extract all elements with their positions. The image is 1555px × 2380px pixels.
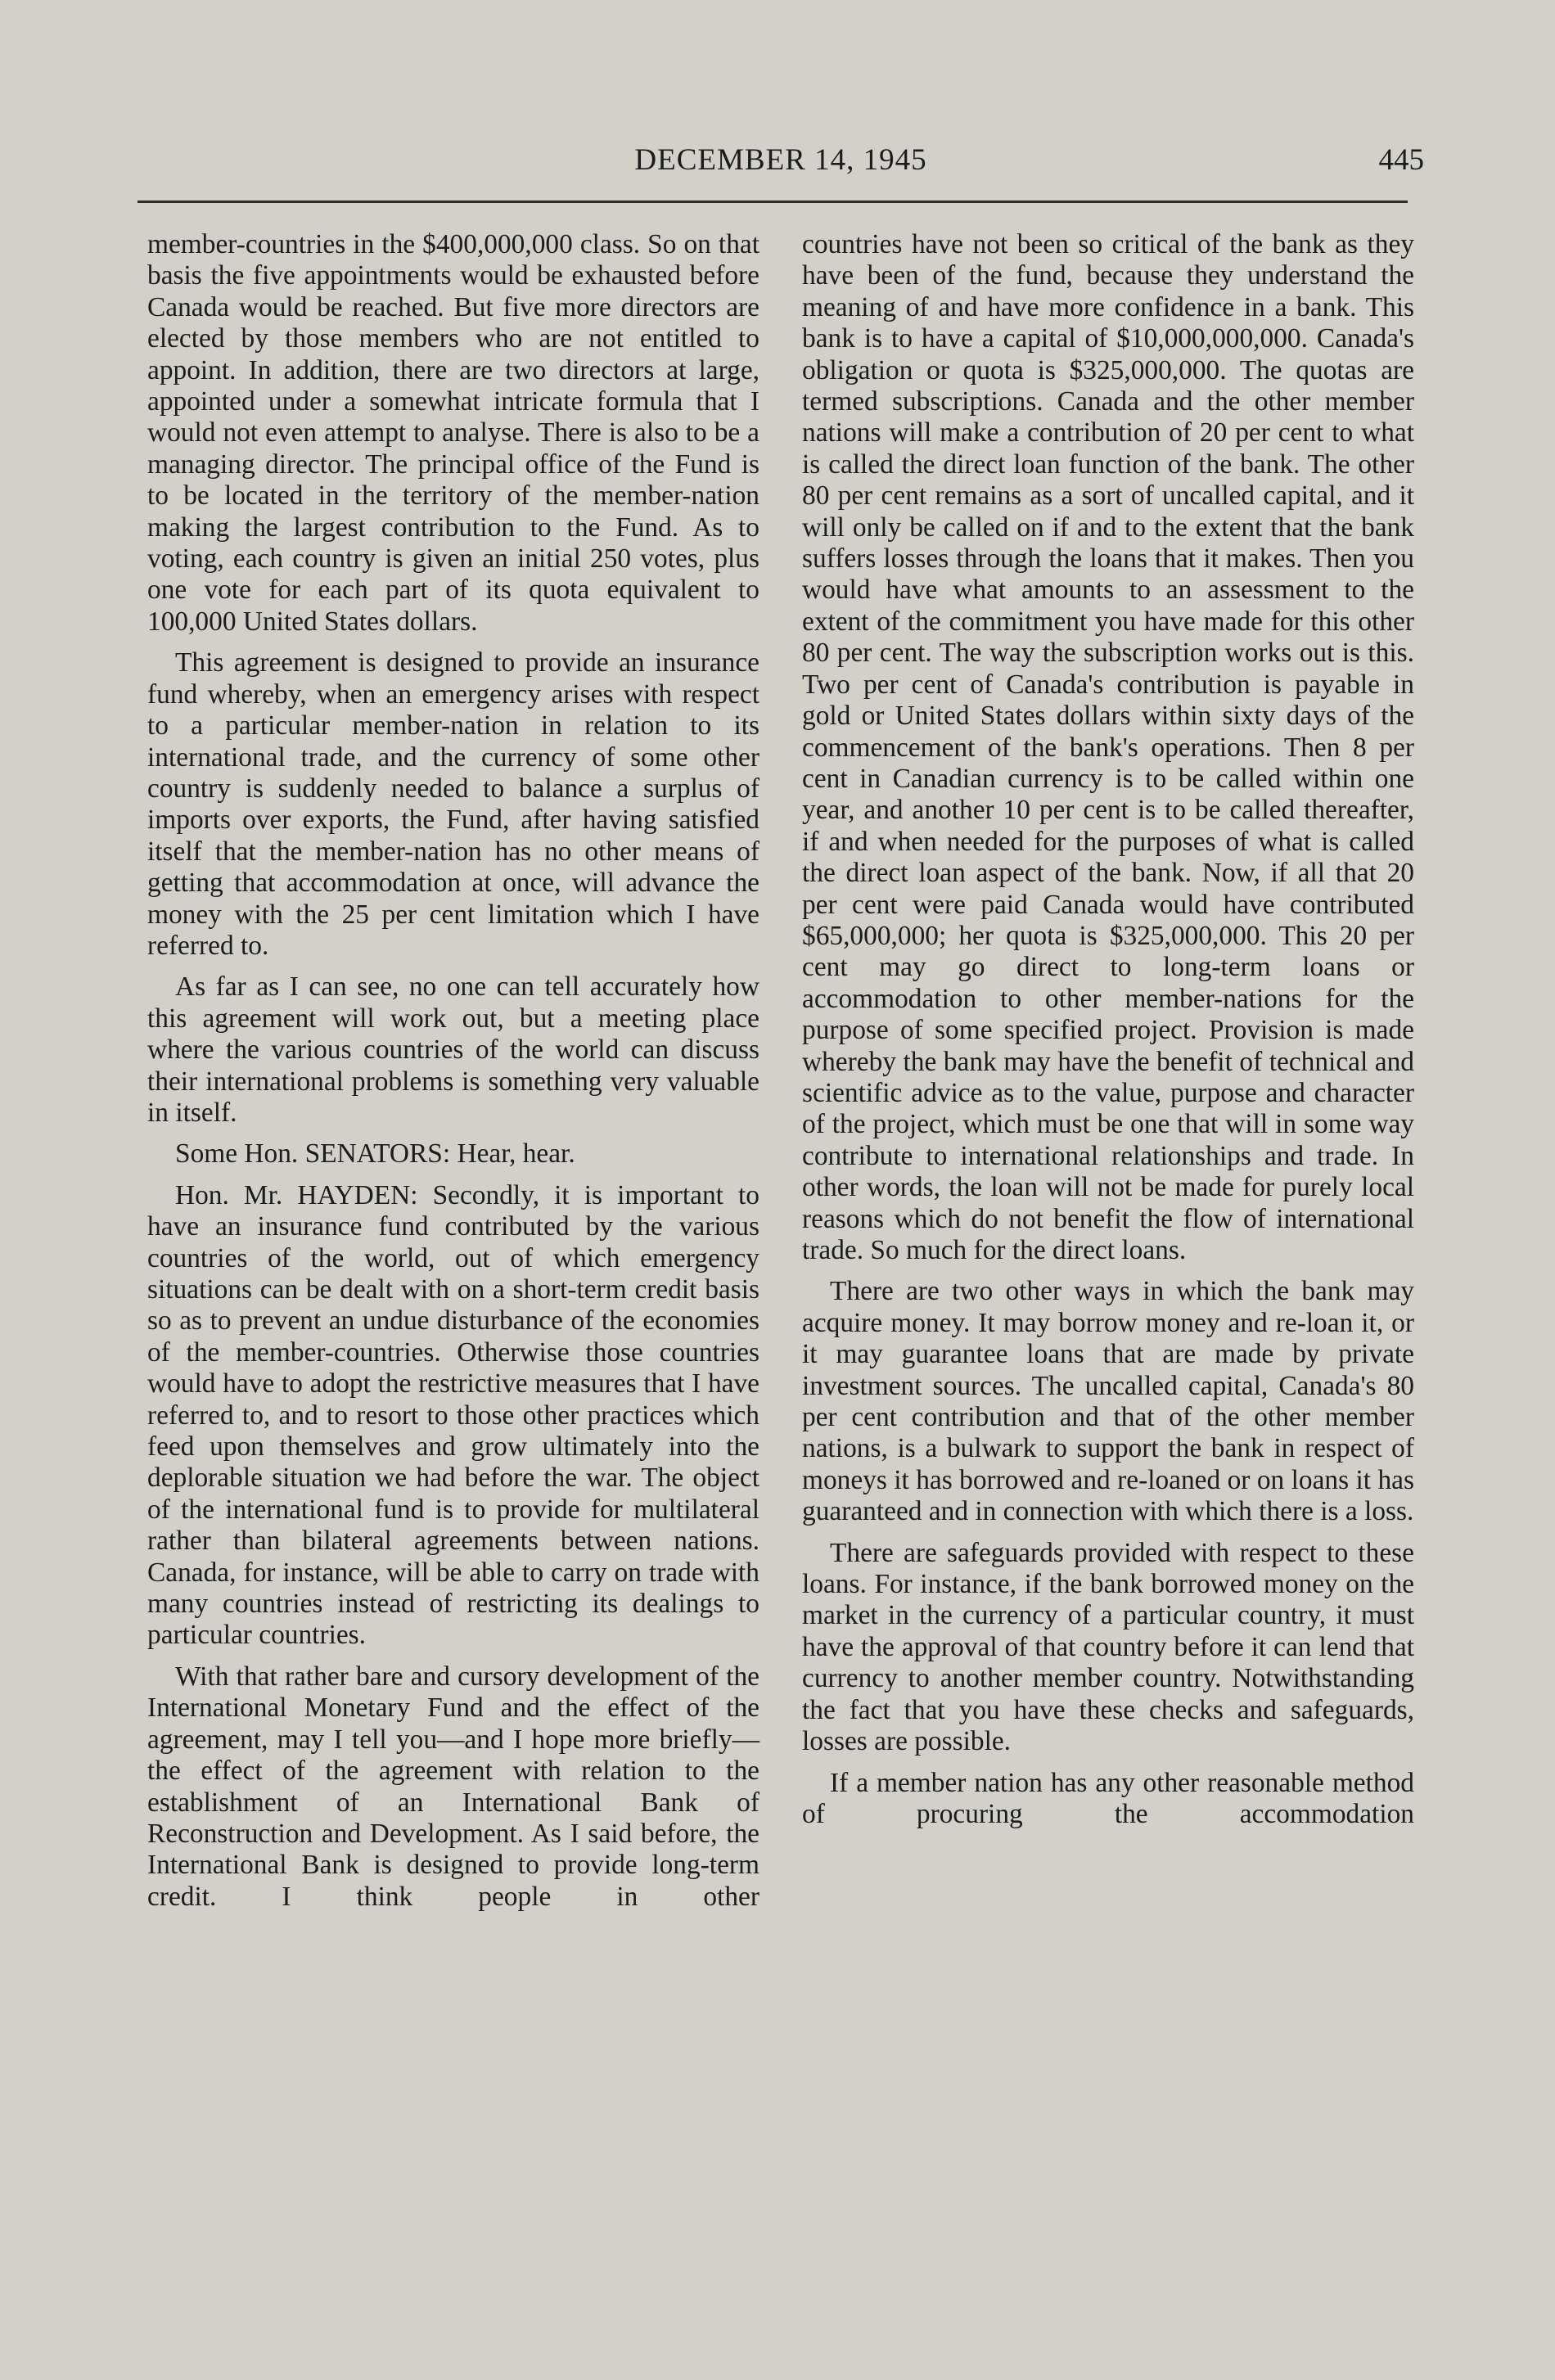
paragraph: Some Hon. SENATORS: Hear, hear. — [175, 1138, 575, 1170]
paragraph: There are safeguards provided with respect to these loans. For instance, if the bank borrowed money on the market in the currency of a particular country, it must have the approval of that country before it can lend that currency to another member country. Notwithstanding the fact that you have these checks and safeguards, losses are possible. — [802, 1537, 1414, 1757]
paragraph: member-countries in the $400,000,000 class. So on that basis the five appointments would be exhausted before Canada would be reached. But five more directors are elected by those members who are not entitled to appoint. In addition, there are two directors at large, appointed under a somewhat intricate formula that I would not even attempt to analyse. There is also to be a managing director. The principal office of the Fund is to be located in the territory of the member-nation making the largest contribution to the Fund. As to voting, each country is given an initial 250 votes, plus one vote for each part of its quota equivalent to 100,000 United States dollars. — [147, 229, 759, 637]
paragraph: As far as I can see, no one can tell accurately how this agreement will work out, but a meeting place where the various countries of the world can discuss their international problems is something very valuable in itself. — [147, 971, 759, 1128]
page-number: 445 — [1378, 143, 1424, 177]
right-column — [802, 229, 1414, 1840]
left-column — [147, 229, 759, 1922]
page-header — [137, 137, 1424, 195]
running-title: DECEMBER 14, 1945 — [634, 143, 927, 177]
paragraph: There are two other ways in which the bank may acquire money. It may borrow money and re-loan it, or it may guarantee loans that are made by private investment sources. The uncalled capital, Canada's 80 per cent contribution and that of the other member nations, is a bulwark to support the bank in respect of moneys it has borrowed and re-loaned or on loans it has guaranteed and in connection with which there is a loss. — [802, 1276, 1414, 1527]
header-rule — [137, 201, 1408, 203]
paragraph: If a member nation has any other reasonable method of procuring the accommodation — [802, 1767, 1414, 1829]
paragraph: This agreement is designed to provide an insurance fund whereby, when an emergency arises with respect to a particular member-nation in relation to its international trade, and the currency of some other country is suddenly needed to balance a surplus of imports over exports, the Fund, after having satisfied itself that the member-nation has no other means of getting that accommodation at once, will advance the money with the 25 per cent limitation which I have referred to. — [147, 647, 759, 961]
paragraph: With that rather bare and cursory development of the International Monetary Fund and the effect of the agreement, may I tell you—and I hope more briefly—the effect of the agreement with relation to the establishment of an International Bank of Reconstruction and Development. As I said before, the International Bank is designed to provide long-term credit. I think people in other — [147, 1661, 759, 1912]
paragraph: Hon. Mr. HAYDEN: Secondly, it is important to have an insurance fund contributed by the various countries of the world, out of which emergency situations can be dealt with on a short-term credit basis so as to prevent an undue disturbance of the economies of the member-countries. Otherwise those countries would have to adopt the restrictive measures that I have referred to, and to resort to those other practices which feed upon themselves and grow ultimately into the deplorable situation we had before the war. The object of the international fund is to provide for multilateral rather than bilateral agreements between nations. Canada, for instance, will be able to carry on trade with many countries instead of restricting its dealings to particular countries. — [147, 1179, 759, 1651]
paragraph: countries have not been so critical of the bank as they have been of the fund, because they understand the meaning of and have more confidence in a bank. This bank is to have a capital of $10,000,000,000. Canada's obligation or quota is $325,000,000. The quotas are termed subscriptions. Canada and the other member nations will make a contribution of 20 per cent to what is called the direct loan function of the bank. The other 80 per cent remains as a sort of uncalled capital, and it will only be called on if and to the extent that the bank suffers losses through the loans that it makes. Then you would have what amounts to an assessment to the extent of the commitment you have made for this other 80 per cent. The way the subscription works out is this. Two per cent of Canada's contribution is payable in gold or United States dollars within sixty days of the commencement of the bank's operations. Then 8 per cent in Canadian currency is to be called within one year, and another 10 per cent is to be called thereafter, if and when needed for the purposes of what is called the direct loan aspect of the bank. Now, if all that 20 per cent were paid Canada would have contributed $65,000,000; her quota is $325,000,000. This 20 per cent may go direct to long-term loans or accommodation to other member-nations for the purpose of some specified project. Provision is made whereby the bank may have the benefit of technical and scientific advice as to the value, purpose and character of the project, which must be one that will in some way contribute to international relationships and trade. In other words, the loan will not be made for purely local reasons which do not benefit the flow of international trade. So much for the direct loans. — [802, 229, 1414, 1265]
